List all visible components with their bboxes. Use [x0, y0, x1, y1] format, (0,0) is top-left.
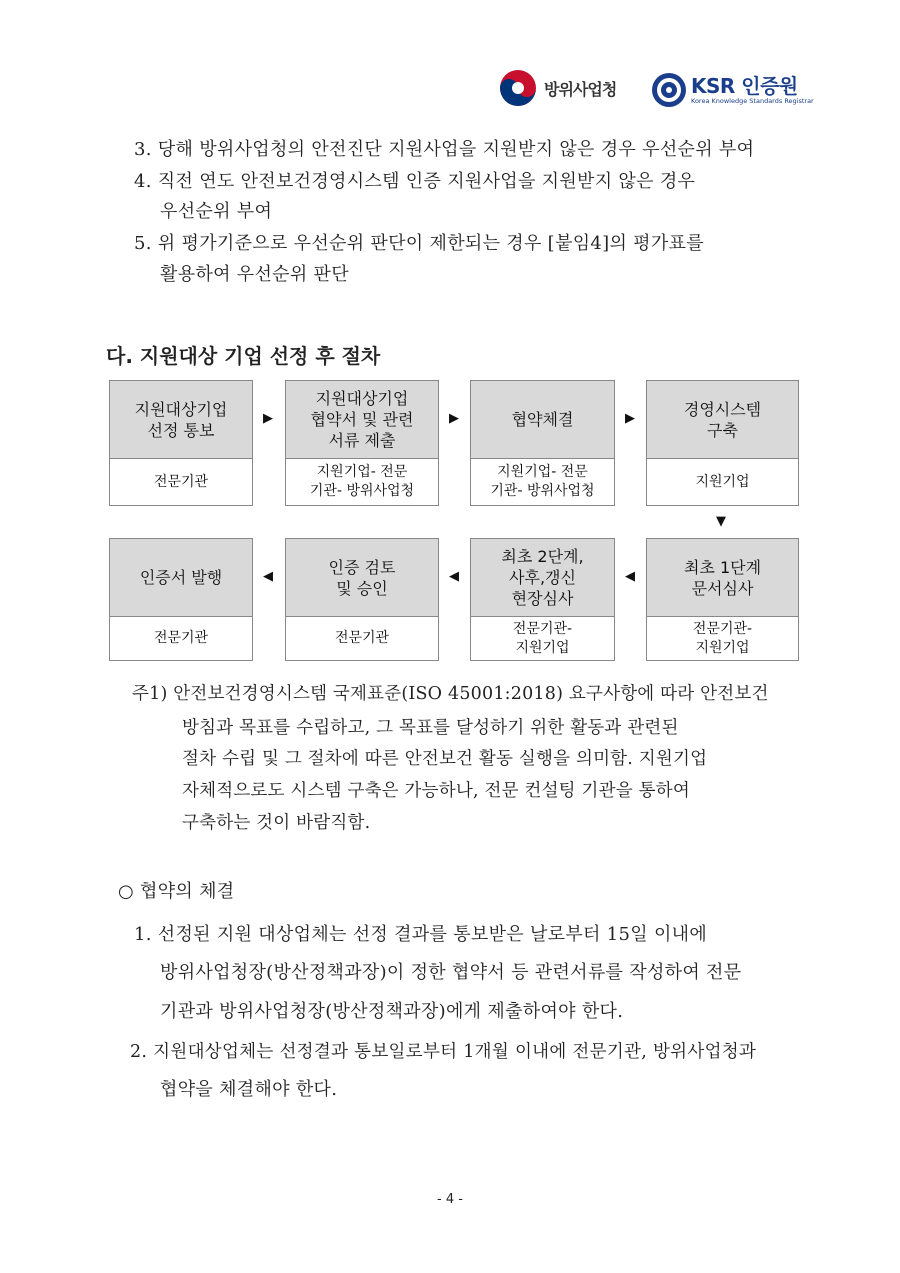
flow-step-title-line: 및 승인 [336, 578, 388, 598]
flow-step-title-line: 선정 통보 [147, 420, 215, 440]
flow-step-sign-agreement [470, 380, 615, 506]
flow-step-title-line: 사후,갱신 [509, 568, 576, 587]
flow-step-actor: 기관- 방위사업청 [490, 483, 595, 499]
ksr-logo [651, 70, 826, 110]
flow-step-actor: 지원기업 [695, 639, 750, 656]
flow-step-review-approve [285, 538, 439, 661]
flow-step-onsite-audit [470, 538, 615, 661]
arrow-left-icon: ◀ [449, 569, 459, 584]
flow-step-title-line: 경영시스템 [683, 399, 762, 419]
flow-step-submit-docs [285, 380, 439, 506]
arrow-right-icon: ▶ [625, 411, 635, 426]
section-heading: 다. 지원대상 기업 선정 후 절차 [106, 344, 381, 368]
ksr-seal-icon [651, 72, 687, 108]
flow-step-actor: 지원기업- 전문 [497, 464, 588, 480]
arrow-right-icon: ▶ [449, 411, 459, 426]
arrow-right-icon: ▶ [263, 411, 273, 426]
agreement-item-1-cont: 기관과 방위사업청장(방산정책과장)에게 제출하여야 한다. [160, 1001, 624, 1022]
page-number: - 4 - [437, 1192, 463, 1207]
arrow-down-icon: ▼ [716, 514, 726, 529]
flow-step-actor: 기관- 방위사업청 [309, 483, 415, 499]
flow-step-actor: 전문기관 [334, 630, 390, 646]
flow-step-title-line: 최초 2단계, [501, 547, 584, 566]
flow-step-actor: 전문기관- [692, 620, 753, 637]
agreement-item-1: 1. 선정된 지원 대상업체는 선정 결과를 통보받은 날로부터 15일 이내에 [134, 924, 708, 945]
flow-step-actor: 전문기관- [512, 620, 573, 637]
flow-step-build-system [646, 380, 799, 506]
taeguk-emblem-icon [498, 68, 538, 108]
arrow-left-icon: ◀ [263, 569, 273, 584]
agreement-item-2: 2. 지원대상업체는 선정결과 통보일로부터 1개월 이내에 전문기관, 방위사업청과 [130, 1042, 757, 1062]
dapa-logo [498, 66, 638, 110]
criteria-item-5-cont: 활용하여 우선순위 판단 [160, 264, 349, 285]
flow-step-title-line: 현장심사 [511, 589, 574, 608]
footnote-line: 주1) 안전보건경영시스템 국제표준(ISO 45001:2018) 요구사항에 따라 안전보건 [132, 684, 769, 704]
flow-step-title-line: 인증서 발행 [139, 568, 223, 587]
ksr-logo-subtext: Korea Knowledge Standards Registrar [691, 97, 814, 105]
criteria-item-4: 4. 직전 연도 안전보건경영시스템 인증 지원사업을 지원받지 않은 경우 [134, 171, 696, 192]
footnote-line: 자체적으로도 시스템 구축은 가능하나, 전문 컨설팅 기관을 통하여 [182, 781, 690, 801]
criteria-item-5: 5. 위 평가기준으로 우선순위 판단이 제한되는 경우 [붙임4]의 평가표를 [134, 233, 704, 254]
flow-step-title-line: 최초 1단계 [683, 557, 762, 577]
ksr-logo-text: KSR 인증원 [691, 74, 798, 98]
flow-step-title-line: 인증 검토 [328, 557, 396, 577]
footnote-line: 방침과 목표를 수립하고, 그 목표를 달성하기 위한 활동과 관련된 [182, 718, 679, 738]
flow-step-title-line: 서류 제출 [328, 431, 396, 450]
flow-step-actor: 지원기업 [515, 639, 570, 656]
flow-step-title-line: 지원대상기업 [315, 389, 409, 408]
flow-step-issue-certificate [109, 538, 253, 661]
criteria-item-4-cont: 우선순위 부여 [160, 201, 273, 222]
agreement-title: ○ 협약의 체결 [118, 881, 235, 902]
flow-step-actor: 전문기관 [153, 473, 209, 490]
flow-step-title-line: 문서심사 [691, 578, 754, 598]
flow-step-actor: 지원기업- 전문 [316, 464, 408, 480]
flow-step-actor: 지원기업 [695, 473, 750, 490]
arrow-left-icon: ◀ [625, 569, 635, 584]
flow-step-title-line: 협약서 및 관련 [310, 410, 414, 429]
flow-step-document-review [646, 538, 799, 661]
flow-step-title-line: 협약체결 [511, 410, 574, 429]
agreement-item-2-cont: 협약을 체결해야 한다. [160, 1079, 338, 1100]
dapa-logo-text: 방위사업청 [544, 79, 617, 99]
criteria-item-3: 3. 당해 방위사업청의 안전진단 지원사업을 지원받지 않은 경우 우선순위 부여 [134, 139, 755, 160]
footnote-line: 절차 수립 및 그 절차에 따른 안전보건 활동 실행을 의미함. 지원기업 [182, 749, 708, 769]
footnote-line: 구축하는 것이 바람직함. [182, 813, 371, 833]
flow-step-actor: 전문기관 [153, 630, 209, 646]
flow-step-title-line: 구축 [707, 420, 738, 440]
flow-step-notify [109, 380, 253, 506]
agreement-item-1-cont: 방위사업청장(방산정책과장)이 정한 협약서 등 관련서류를 작성하여 전문 [160, 962, 742, 983]
flow-step-title-line: 지원대상기업 [134, 399, 228, 419]
